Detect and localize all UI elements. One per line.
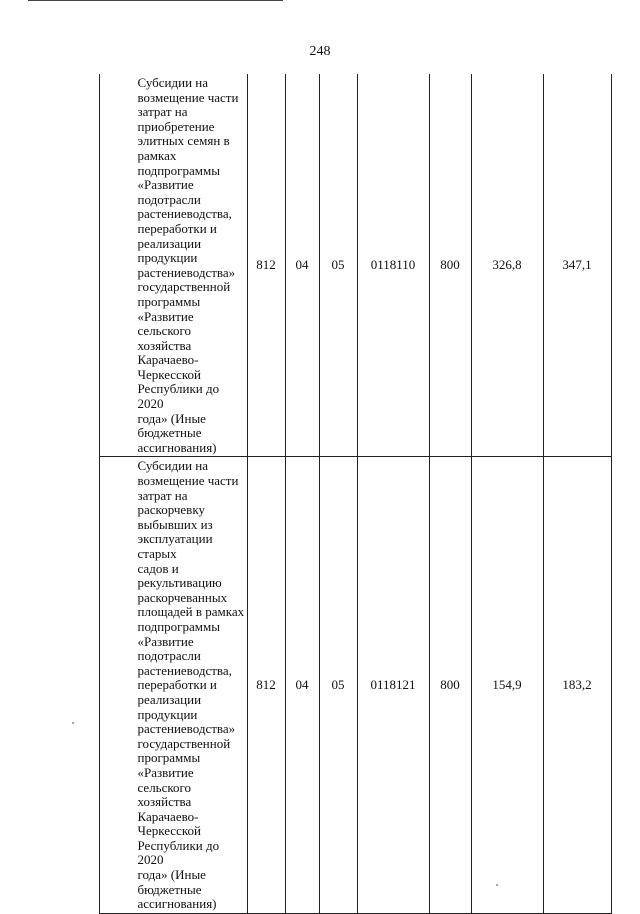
section-code-cell: 04 <box>285 74 319 457</box>
ministry-code-cell: 812 <box>247 74 285 457</box>
description-cell: Субсидии на возмещение части затрат на приобретение элитных семян в рамках подпрограммы «Развитие подотрасли растениеводства, переработки и реализации продукции растениеводства» государственной программы «Развитие сельского хозяйства Карачаево-Черкесской Республики до 2020 года» (Иные бюджетные ассигнования) <box>99 74 247 457</box>
row-number-cell <box>65 74 99 457</box>
target-article-cell: 0118121 <box>357 457 429 913</box>
subsection-code-cell: 05 <box>319 74 357 457</box>
amount-1-cell: 326,8 <box>471 74 543 457</box>
subsection-code-cell: 05 <box>319 457 357 913</box>
page-number: 248 <box>309 44 331 59</box>
amount-2-cell: 347,1 <box>543 74 611 457</box>
scan-speck <box>72 722 74 724</box>
description-cell: Субсидии на возмещение части затрат на раскорчевку выбывших из эксплуатации старых садов и рекультивацию раскорчеванных площадей в рамках подпрограммы «Развитие подотрасли растениеводства, переработки и реализации продукции растениеводства» государственной программы «Развитие сельского хозяйства Карачаево-Черкесской Республики до 2020 года» (Иные бюджетные ассигнования) <box>99 457 247 913</box>
amount-1-cell: 154,9 <box>471 457 543 913</box>
scan-speck <box>496 884 498 886</box>
target-article-cell: 0118110 <box>357 74 429 457</box>
table-row <box>65 74 611 457</box>
expense-type-cell: 800 <box>429 74 471 457</box>
section-code-cell: 04 <box>285 457 319 913</box>
ministry-code-cell: 812 <box>247 457 285 913</box>
budget-table <box>65 74 612 914</box>
top-edge-line <box>28 0 283 1</box>
amount-2-cell: 183,2 <box>543 457 611 913</box>
row-number-cell <box>65 457 99 913</box>
expense-type-cell: 800 <box>429 457 471 913</box>
table-row <box>65 457 611 913</box>
